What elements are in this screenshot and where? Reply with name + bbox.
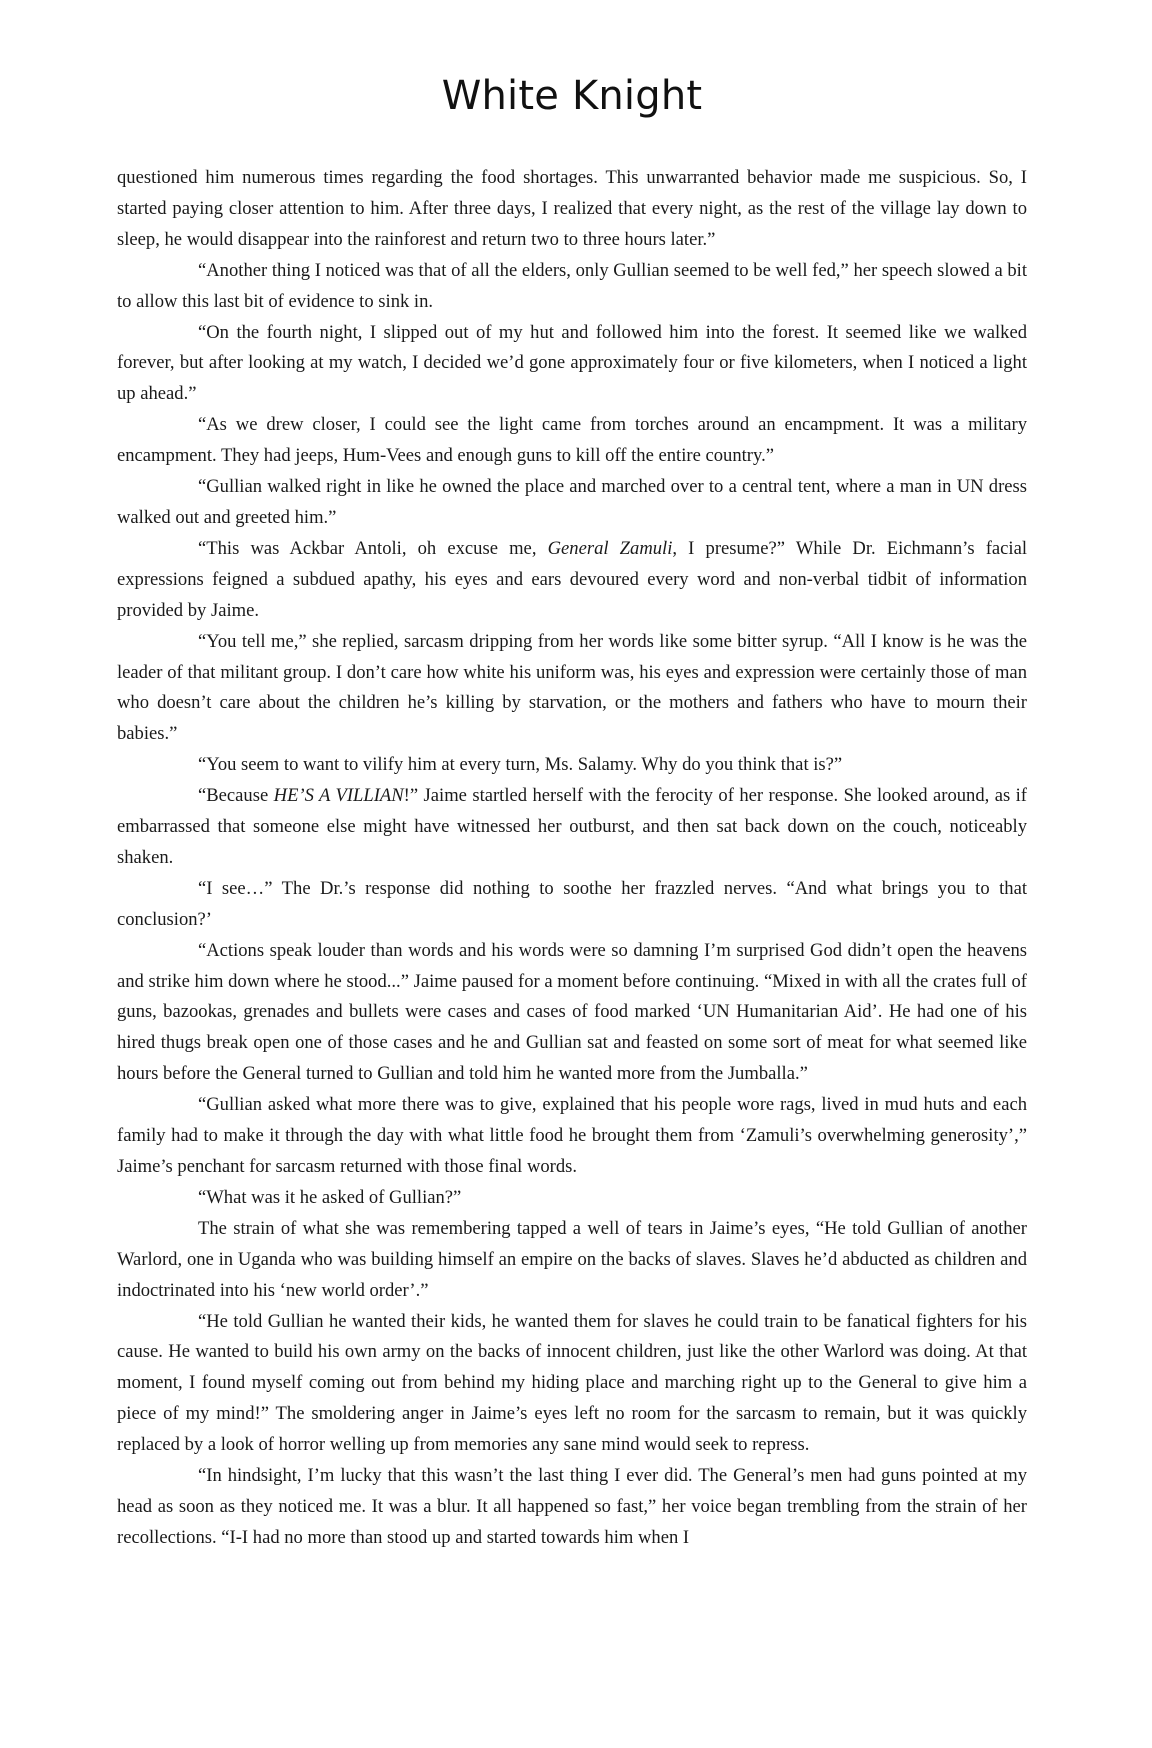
paragraph: “Gullian asked what more there was to give, explained that his people wore rags, lived in mud huts and each family had to make it through the day with what little food he brought them from ‘Zamuli’s overwhelming generosity’,” Jaime’s penchant for sarcasm returned with those final words. [117,1094,1027,1177]
paragraph: The strain of what she was remembering tapped a well of tears in Jaime’s eyes, “He told Gullian of another Warlord, one in Uganda who was building himself an empire on the backs of slaves. Slaves he’d abducted as children and indoctrinated into his ‘new world order’.” [117,1217,1027,1301]
paragraph: “He told Gullian he wanted their kids, he wanted them for slaves he could train to be fanatical fighters for his cause. He wanted to build his own army on the backs of innocent children, just like the other Warlord was doing. At that moment, I found myself coming out from behind my hiding place and marching right up to the General to give him a piece of my mind!” The smoldering anger in Jaime’s eyes left no room for the sarcasm to remain, but it was quickly replaced by a look of horror welling up from memories any sane mind would seek to repress. [117,1310,1027,1456]
paragraph: “You tell me,” she replied, sarcasm dripping from her words like some bitter syrup. “All I know is he was the leader of that militant group. I don’t care how white his uniform was, his eyes and expression were certainly those of man who doesn’t care about the children he’s killing by starvation, or the mothers and fathers who have to mourn their babies.” [117,630,1027,745]
paragraph-text: “This was Ackbar Antoli, oh excuse me, [198,537,548,559]
running-header-title: White Knight [441,73,703,119]
paragraph: “Another thing I noticed was that of all the elders, only Gullian seemed to be well fed,” her speech slowed a bit to allow this last bit of evidence to sink in. [117,259,1027,312]
paragraph: “Actions speak louder than words and his words were so damning I’m surprised God didn’t open the heavens and strike him down where he stood...” Jaime paused for a moment before continuing. “Mixed in with all the crates full of guns, bazookas, grenades and bullets were cases and cases of food marked ‘UN Humanitarian Aid’. He had one of his hired thugs break open one of those cases and he and Gullian sat and feasted on some sort of meat for what seemed like hours before the General turned to Gullian and told him he wanted more from the Jumballa.” [117,939,1027,1085]
paragraph: “I see…” The Dr.’s response did nothing to soothe her frazzled nerves. “And what brings you to that conclusion?’ [117,877,1027,930]
paragraph-text: “Because [198,785,274,807]
paragraph-text: !” Jaime startled herself with the ferocity of her response. She looked around, as if embarrassed that someone else might have witnessed her outburst, and then sat back down on the couch, noticeably shaken. [117,785,1027,868]
paragraph: “In hindsight, I’m lucky that this wasn’t the last thing I ever did. The General’s men had guns pointed at my head as soon as they noticed me. It was a blur. It all happened so fast,” her voice began trembling from the strain of her recollections. “I-I had no more than stood up and started towards him when I [117,1465,1027,1548]
paragraph: “Gullian walked right in like he owned the place and marched over to a central tent, where a man in UN dress walked out and greeted him.” [117,476,1027,528]
body-text [117,163,1027,1554]
paragraph [117,534,1027,627]
paragraph: “As we drew closer, I could see the light came from torches around an encampment. It was a military encampment. They had jeeps, Hum-Vees and enough guns to kill off the entire country.” [117,414,1027,467]
paragraph: “On the fourth night, I slipped out of my hut and followed him into the forest. It seemed like we walked forever, but after looking at my watch, I decided we’d gone approximately four or five kilometers, when I noticed a light up ahead.” [117,321,1027,405]
paragraph-text: , I presume?” While Dr. Eichmann’s facial expressions feigned a subdued apathy, his eyes and ears devoured every word and non-verbal tidbit of information provided by Jaime. [117,537,1027,621]
paragraph [117,781,1027,874]
emphasized-text: General Zamuli [547,537,673,559]
paragraph: “You seem to want to vilify him at every turn, Ms. Salamy. Why do you think that is?” [198,754,843,776]
emphasized-text: HE’S A VILLIAN [273,785,404,807]
paragraph: questioned him numerous times regarding the food shortages. This unwarranted behavior made me suspicious. So, I started paying closer attention to him. After three days, I realized that every night, as the rest of the village lay down to sleep, he would disappear into the rainforest and return two to three hours later.” [117,167,1027,250]
paragraph: “What was it he asked of Gullian?” [198,1186,462,1208]
